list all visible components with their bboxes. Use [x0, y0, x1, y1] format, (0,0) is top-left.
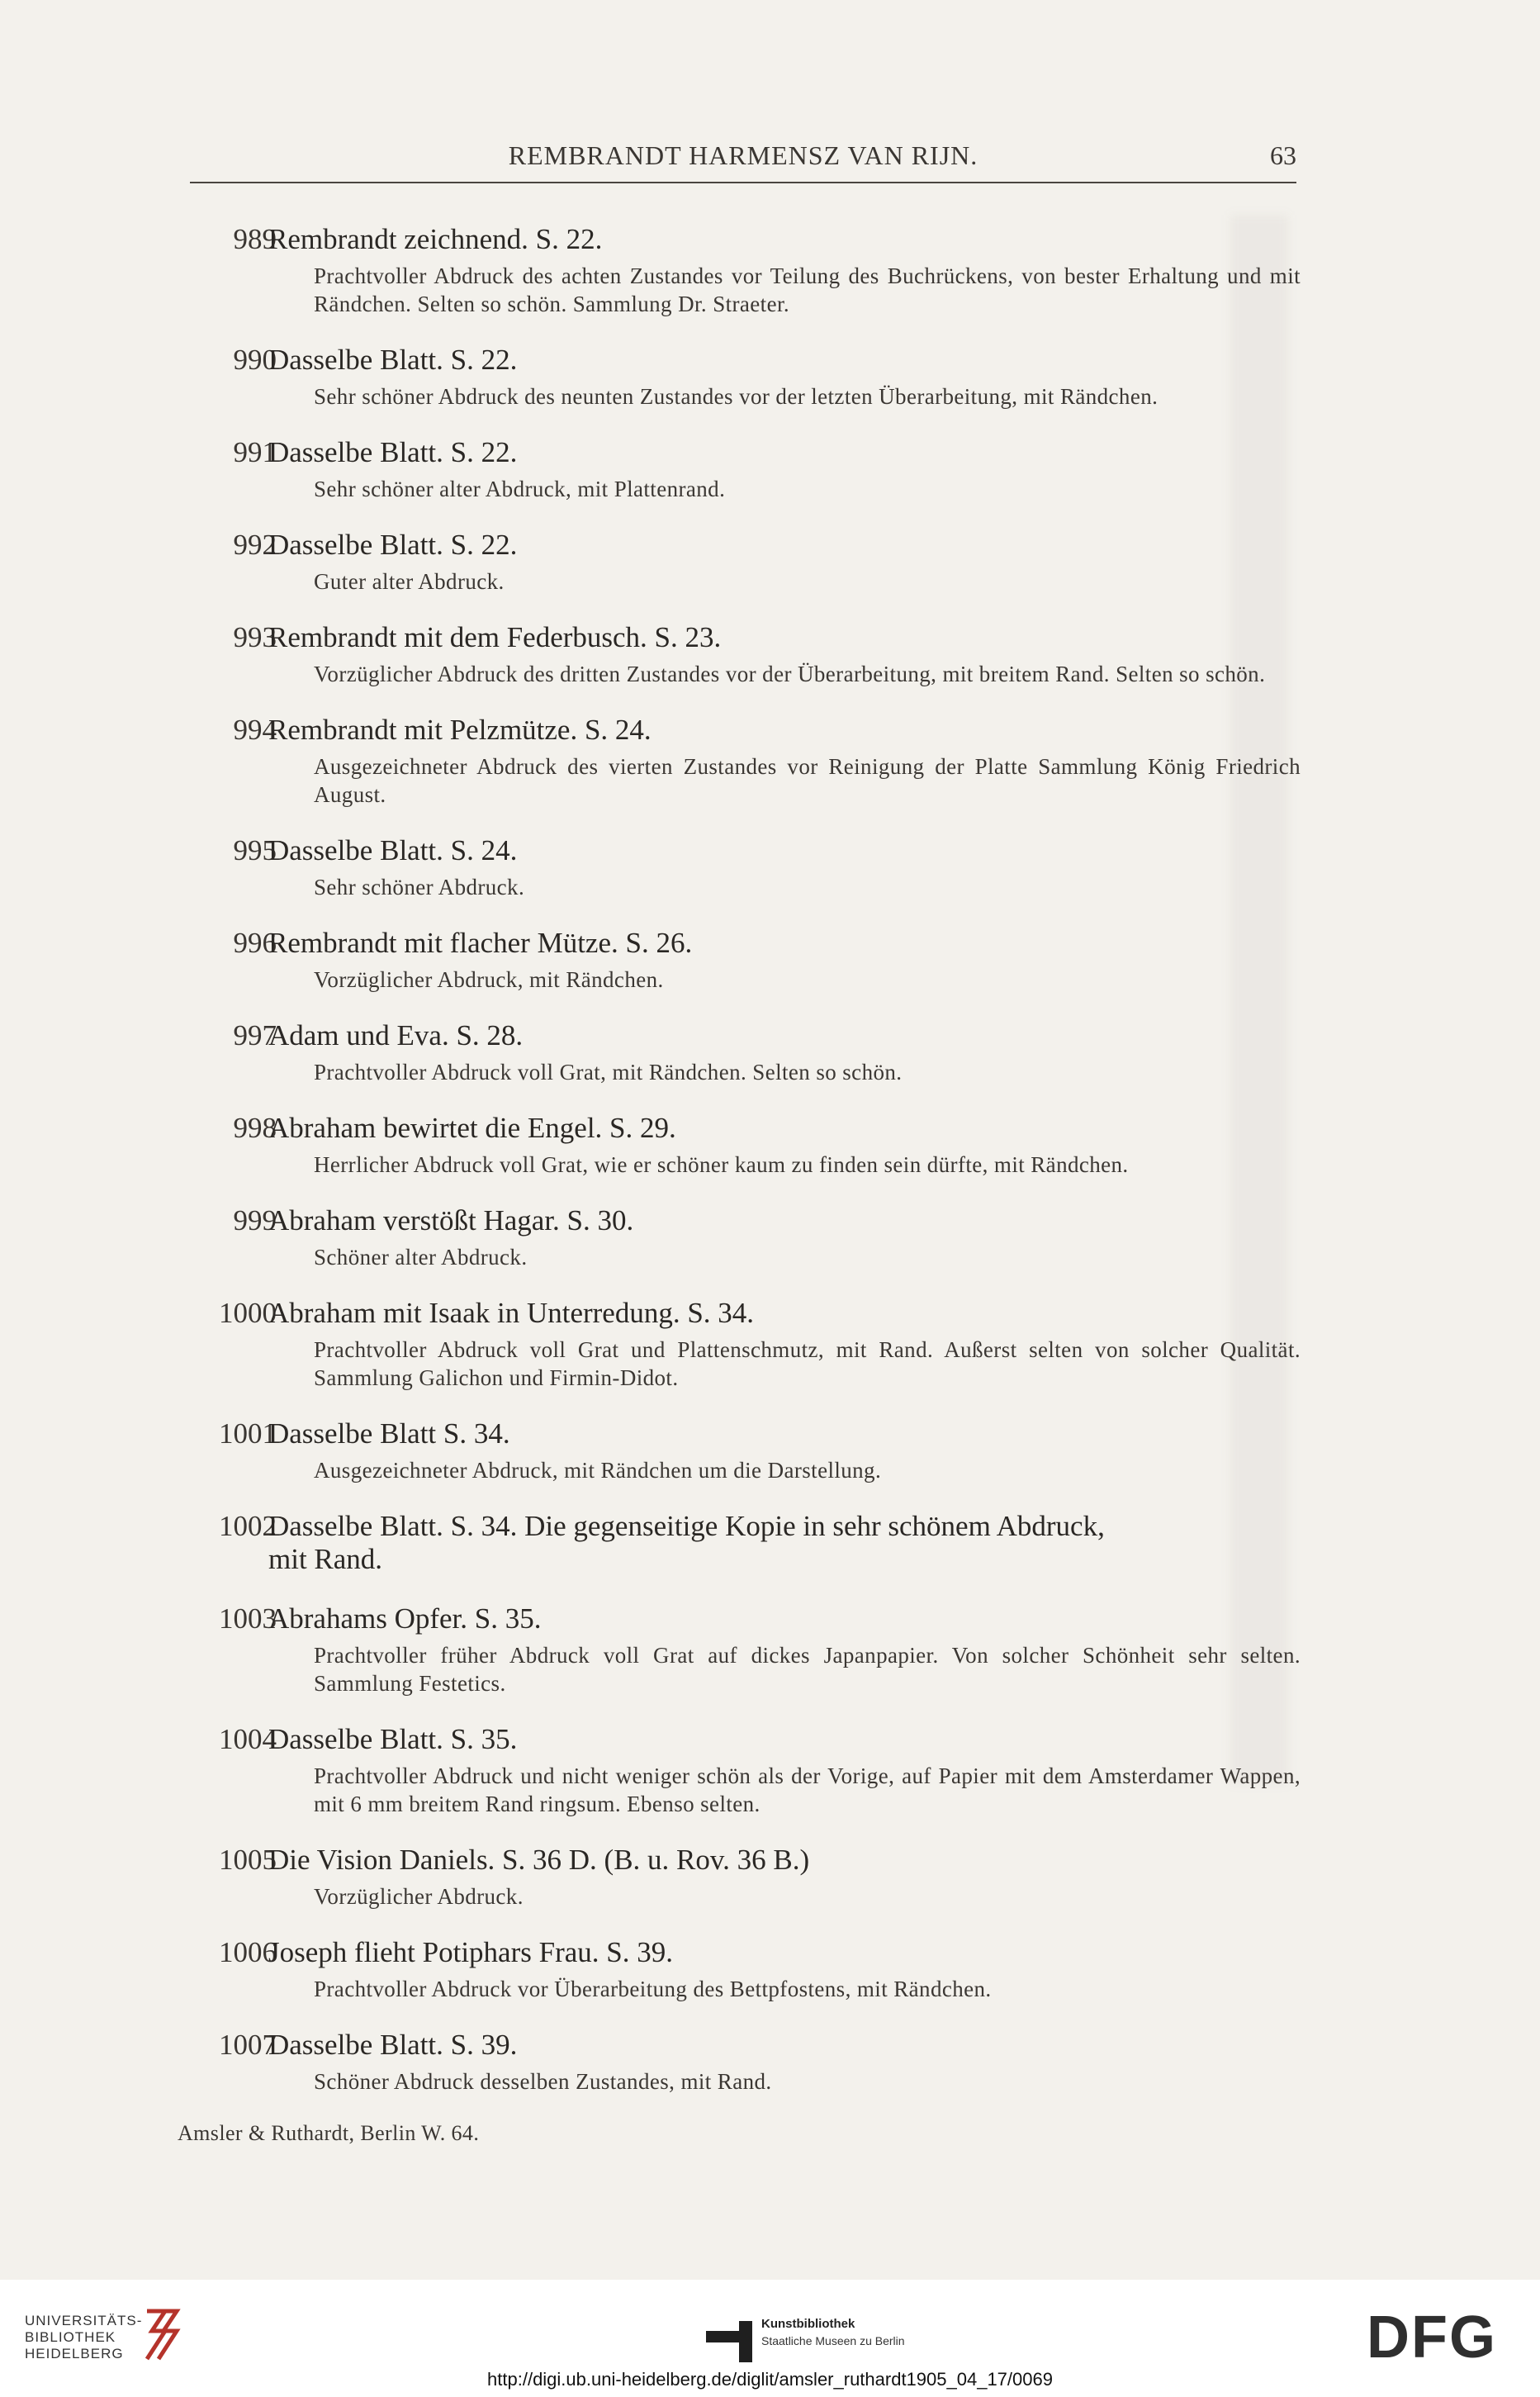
- lot-title: Dasselbe Blatt. S. 34. Die gegenseitige Kopie in sehr schönem Abdruck,: [268, 1510, 1105, 1542]
- lot-title: Rembrandt mit flacher Mütze. S. 26.: [268, 927, 693, 959]
- lot-description: Ausgezeichneter Abdruck des vierten Zustandes vor Reinigung der Platte Sammlung König Friedrich August.: [314, 754, 1301, 807]
- lot-number: 994: [233, 714, 277, 746]
- lot-description: Prachtvoller Abdruck und nicht weniger schön als der Vorige, auf Papier mit dem Amsterdamer Wappen, mit 6 mm breitem Rand ringsum. Ebenso selten.: [314, 1763, 1301, 1816]
- catalog-entry: [178, 1719, 1301, 1818]
- catalog-entry: [178, 923, 1301, 994]
- lot-number: 1000: [219, 1297, 277, 1329]
- page-number: 63: [1270, 140, 1296, 170]
- catalog-entry: [178, 432, 1301, 503]
- lot-title-continuation: mit Rand.: [268, 1543, 383, 1575]
- lot-number: 998: [233, 1112, 277, 1144]
- lot-number: 999: [233, 1204, 277, 1236]
- lot-number: 1007: [219, 2029, 277, 2061]
- entry-heading: [178, 339, 1301, 381]
- lot-title: Rembrandt zeichnend. S. 22.: [268, 223, 603, 255]
- lot-number: 989: [233, 223, 277, 255]
- catalog-entry: [178, 219, 1301, 318]
- entry-heading: [178, 710, 1301, 751]
- lot-number: 997: [233, 1019, 277, 1051]
- catalog-entry: [178, 710, 1301, 809]
- lot-title: Dasselbe Blatt. S. 39.: [268, 2029, 518, 2061]
- lot-title: Rembrandt mit dem Federbusch. S. 23.: [268, 621, 722, 653]
- lot-title: Adam und Eva. S. 28.: [268, 1019, 524, 1051]
- library-line: UNIVERSITÄTS-: [25, 2313, 143, 2328]
- lot-title: Die Vision Daniels. S. 36 D. (B. u. Rov. 36 B.): [268, 1844, 810, 1876]
- lot-title: Abraham mit Isaak in Unterredung. S. 34.: [268, 1297, 755, 1329]
- lot-title: Dasselbe Blatt. S. 22.: [268, 344, 518, 376]
- lot-title: Dasselbe Blatt S. 34.: [268, 1417, 510, 1450]
- lot-description: Sehr schöner Abdruck des neunten Zustandes vor der letzten Überarbeitung, mit Rändchen.: [314, 384, 1159, 409]
- lot-number: 992: [233, 529, 277, 561]
- dfg-logo[interactable]: DFG: [1367, 2304, 1497, 2371]
- lot-description: Schöner Abdruck desselben Zustandes, mit Rand.: [314, 2069, 772, 2094]
- library-name[interactable]: [25, 2313, 142, 2362]
- lot-number: 996: [233, 927, 277, 959]
- lot-title: Abraham verstößt Hagar. S. 30.: [268, 1204, 634, 1236]
- entry-heading: [178, 1598, 1301, 1640]
- entry-heading: [178, 1200, 1301, 1241]
- lot-description: Prachtvoller Abdruck voll Grat und Plattenschmutz, mit Rand. Außerst selten von solcher Qualität. Sammlung Galichon und Firmin-Didot.: [314, 1337, 1301, 1390]
- entry-heading: [178, 1015, 1301, 1056]
- lot-description: Schöner alter Abdruck.: [314, 1245, 528, 1270]
- catalog-entry: [178, 1932, 1301, 2003]
- catalog-entry: [178, 1015, 1301, 1086]
- university-logo-icon[interactable]: [140, 2306, 183, 2364]
- kunstbibliothek-logo-icon[interactable]: [706, 2321, 752, 2362]
- lot-description: Prachtvoller Abdruck vor Überarbeitung des Bettpfostens, mit Rändchen.: [314, 1977, 992, 2001]
- lot-description: Ausgezeichneter Abdruck, mit Rändchen um die Darstellung.: [314, 1458, 882, 1483]
- entry-heading: [178, 1839, 1301, 1881]
- library-line: BIBLIOTHEK: [25, 2329, 116, 2345]
- library-line: HEIDELBERG: [25, 2346, 124, 2361]
- lot-number: 1006: [219, 1936, 277, 1968]
- lot-title: Dasselbe Blatt. S. 35.: [268, 1723, 518, 1755]
- lot-title: Dasselbe Blatt. S. 24.: [268, 834, 518, 866]
- kunstbibliothek-subtitle: Staatliche Museen zu Berlin: [761, 2334, 905, 2347]
- catalog-entry: [178, 830, 1301, 901]
- entry-heading: [178, 432, 1301, 473]
- entry-heading: [178, 1413, 1301, 1455]
- entry-heading: [178, 617, 1301, 658]
- lot-description: Vorzüglicher Abdruck, mit Rändchen.: [314, 967, 664, 992]
- kunstbibliothek-name: Kunstbibliothek: [761, 2317, 855, 2331]
- entry-heading: [178, 219, 1301, 260]
- catalog-entry: [178, 1108, 1301, 1179]
- entry-heading: [178, 1293, 1301, 1334]
- catalog-entry: [178, 1839, 1301, 1910]
- entry-heading: [178, 923, 1301, 964]
- catalog-entry: [178, 2024, 1301, 2096]
- entry-heading: [178, 2024, 1301, 2066]
- entry-heading: [178, 1108, 1301, 1149]
- entry-heading: [178, 1719, 1301, 1760]
- catalog-entry: [178, 1413, 1301, 1484]
- lot-title: Abrahams Opfer. S. 35.: [268, 1602, 542, 1635]
- lot-title: Rembrandt mit Pelzmütze. S. 24.: [268, 714, 652, 746]
- lot-description: Prachtvoller früher Abdruck voll Grat auf dickes Japanpapier. Von solcher Schönheit sehr selten. Sammlung Festetics.: [314, 1643, 1301, 1696]
- header-rule: [190, 182, 1296, 183]
- catalog-entry: [178, 339, 1301, 411]
- lot-description: Guter alter Abdruck.: [314, 569, 505, 594]
- lot-description: Vorzüglicher Abdruck des dritten Zustandes vor der Überarbeitung, mit breitem Rand. Selten so schön.: [314, 662, 1266, 686]
- catalog-entry: [178, 1293, 1301, 1392]
- source-url-link[interactable]: http://digi.ub.uni-heidelberg.de/diglit/amsler_ruthardt1905_04_17/0069: [487, 2369, 1053, 2390]
- lot-number: 991: [233, 436, 277, 468]
- lot-number: 1001: [219, 1417, 277, 1450]
- publisher-imprint: Amsler & Ruthardt, Berlin W. 64.: [178, 2121, 480, 2145]
- lot-description: Herrlicher Abdruck voll Grat, wie er schöner kaum zu finden sein dürfte, mit Rändchen.: [314, 1152, 1129, 1177]
- lot-number: 990: [233, 344, 277, 376]
- lot-title: Joseph flieht Potiphars Frau. S. 39.: [268, 1936, 673, 1968]
- catalog-entry: [178, 617, 1301, 688]
- lot-description: Prachtvoller Abdruck voll Grat, mit Rändchen. Selten so schön.: [314, 1060, 903, 1085]
- lot-description: Sehr schöner Abdruck.: [314, 875, 525, 899]
- lot-number: 1002: [219, 1510, 277, 1542]
- lot-number: 1004: [219, 1723, 277, 1755]
- entry-heading: [178, 830, 1301, 871]
- lot-number: 995: [233, 834, 277, 866]
- lot-number: 1003: [219, 1602, 277, 1635]
- lot-description: Sehr schöner alter Abdruck, mit Plattenrand.: [314, 477, 726, 501]
- lot-number: 1005: [219, 1844, 277, 1876]
- catalog-entry: [178, 1200, 1301, 1271]
- running-header: REMBRANDT HARMENSZ VAN RIJN.: [508, 140, 978, 170]
- catalog-entry: [178, 1506, 1301, 1577]
- catalog-list: [178, 219, 1301, 2117]
- lot-title: Abraham bewirtet die Engel. S. 29.: [268, 1112, 676, 1144]
- lot-title: Dasselbe Blatt. S. 22.: [268, 436, 518, 468]
- lot-description: Prachtvoller Abdruck des achten Zustandes vor Teilung des Buchrückens, von bester Erhaltung und mit Rändchen. Selten so schön. Sammlung Dr. Straeter.: [314, 263, 1301, 316]
- lot-title: Dasselbe Blatt. S. 22.: [268, 529, 518, 561]
- entry-heading: [178, 1506, 1301, 1547]
- entry-heading: [178, 524, 1301, 566]
- catalog-entry: [178, 524, 1301, 596]
- lot-description: Vorzüglicher Abdruck.: [314, 1884, 524, 1909]
- catalog-entry: [178, 1598, 1301, 1697]
- entry-heading: [178, 1932, 1301, 1973]
- lot-number: 993: [233, 621, 277, 653]
